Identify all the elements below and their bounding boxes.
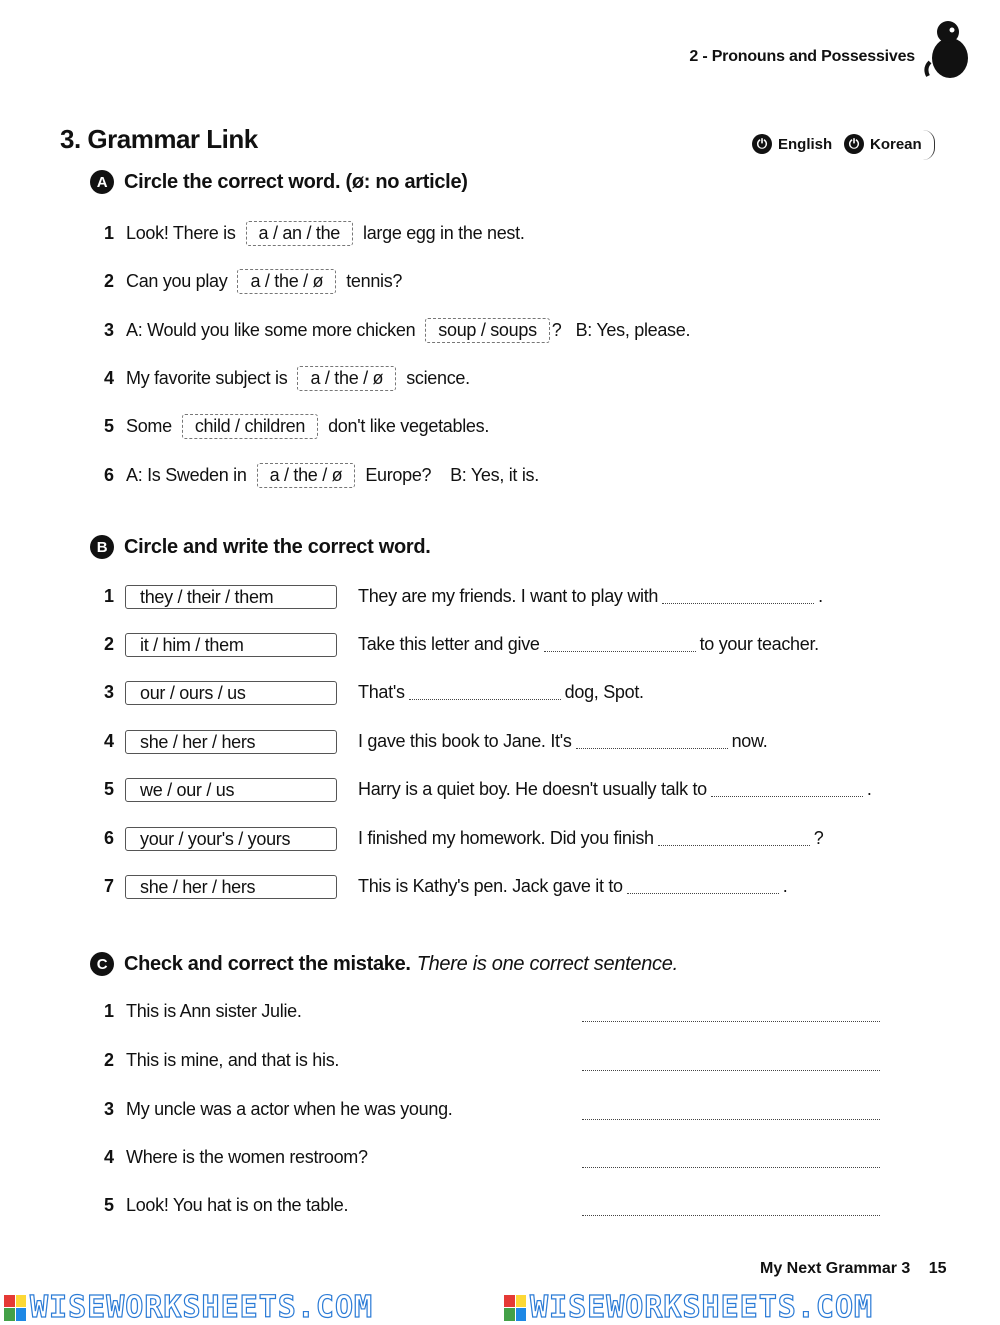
word-choice-box[interactable]: she / her / hers bbox=[125, 875, 337, 899]
word-choice-box[interactable]: our / ours / us bbox=[125, 681, 337, 705]
item-number: 7 bbox=[104, 876, 115, 896]
section-b-heading bbox=[90, 535, 431, 559]
page-number: 15 bbox=[928, 1260, 947, 1277]
sentence-end: dog, Spot. bbox=[564, 682, 644, 702]
watermark-text: WISEWORKSHEETS.COM bbox=[530, 1290, 874, 1325]
word-choice-box[interactable]: she / her / hers bbox=[125, 730, 337, 754]
sentence-end: Europe? B: Yes, it is. bbox=[365, 465, 539, 485]
exercise-a-item bbox=[104, 463, 539, 488]
sentence-start: Take this letter and give bbox=[358, 634, 540, 654]
item-number: 3 bbox=[104, 682, 115, 702]
sentence-start: I finished my homework. Did you finish bbox=[358, 828, 654, 848]
answer-blank[interactable] bbox=[409, 685, 561, 700]
item-number: 5 bbox=[104, 416, 114, 436]
sentence-end: now. bbox=[731, 731, 768, 751]
section-badge: C bbox=[90, 952, 114, 976]
section-c-heading bbox=[90, 952, 678, 976]
sentence-end: science. bbox=[406, 368, 470, 388]
fill-in-sentence bbox=[358, 682, 644, 703]
item-number: 2 bbox=[104, 1050, 114, 1070]
section-c-note: There is one correct sentence. bbox=[416, 952, 678, 975]
item-number: 1 bbox=[104, 223, 114, 243]
sentence-text: My uncle was a actor when he was young. bbox=[126, 1099, 453, 1119]
korean-audio-button[interactable] bbox=[844, 134, 922, 154]
item-number: 4 bbox=[104, 368, 114, 388]
exercise-a-item bbox=[104, 318, 690, 343]
power-icon: ⏻ bbox=[752, 134, 772, 154]
fill-in-sentence bbox=[358, 779, 872, 800]
section-b-instruction: Circle and write the correct word. bbox=[124, 535, 431, 558]
answer-line[interactable] bbox=[582, 1166, 880, 1168]
answer-blank[interactable] bbox=[711, 782, 863, 797]
word-choice-box[interactable]: a / an / the bbox=[246, 221, 353, 246]
exercise-c-item bbox=[104, 1099, 452, 1120]
watermark bbox=[504, 1290, 873, 1325]
sentence-end: ? B: Yes, please. bbox=[551, 320, 691, 340]
item-number: 1 bbox=[104, 1001, 114, 1021]
item-number: 2 bbox=[104, 271, 114, 291]
exercise-c-item bbox=[104, 1050, 339, 1071]
exercise-a-item bbox=[104, 414, 489, 439]
section-a-instruction: Circle the correct word. (ø: no article) bbox=[124, 170, 468, 193]
answer-blank[interactable] bbox=[544, 637, 696, 652]
sentence-start: This is Kathy's pen. Jack gave it to bbox=[358, 876, 623, 896]
answer-blank[interactable] bbox=[576, 734, 728, 749]
sentence-start: My favorite subject is bbox=[126, 368, 288, 388]
fill-in-sentence bbox=[358, 634, 819, 655]
item-number: 6 bbox=[104, 465, 114, 485]
sentence-start: Harry is a quiet boy. He doesn't usually talk to bbox=[358, 779, 707, 799]
watermark-logo-icon bbox=[4, 1295, 26, 1321]
answer-line[interactable] bbox=[582, 1214, 880, 1216]
item-number: 3 bbox=[104, 320, 114, 340]
item-number: 1 bbox=[104, 586, 115, 606]
word-choice-box[interactable]: child / children bbox=[182, 414, 318, 439]
sentence-text: Where is the women restroom? bbox=[126, 1147, 368, 1167]
answer-line[interactable] bbox=[582, 1020, 880, 1022]
chapter-title: 2 - Pronouns and Possessives bbox=[689, 48, 915, 65]
english-audio-button[interactable] bbox=[752, 134, 832, 154]
section-badge: A bbox=[90, 170, 114, 194]
sentence-end: ? bbox=[813, 828, 824, 848]
sentence-start: I gave this book to Jane. It's bbox=[358, 731, 572, 751]
mascot-icon bbox=[924, 18, 972, 80]
sentence-start: Can you play bbox=[126, 271, 228, 291]
fill-in-sentence bbox=[358, 731, 767, 752]
answer-blank[interactable] bbox=[658, 831, 810, 846]
sentence-start: A: Is Sweden in bbox=[126, 465, 247, 485]
word-choice-box[interactable]: it / him / them bbox=[125, 633, 337, 657]
sentence-end: . bbox=[782, 876, 788, 896]
sentence-end: tennis? bbox=[346, 271, 403, 291]
fill-in-sentence bbox=[358, 876, 787, 897]
sentence-end: don't like vegetables. bbox=[328, 416, 490, 436]
item-number: 5 bbox=[104, 779, 115, 799]
word-choice-box[interactable]: a / the / ø bbox=[237, 269, 336, 294]
answer-blank[interactable] bbox=[662, 589, 814, 604]
word-choice-box[interactable]: your / your's / yours bbox=[125, 827, 337, 851]
page-title: 3. Grammar Link bbox=[60, 124, 258, 154]
sentence-start: A: Would you like some more chicken bbox=[126, 320, 416, 340]
language-toggle bbox=[748, 130, 935, 160]
watermark-text: WISEWORKSHEETS.COM bbox=[30, 1290, 374, 1325]
section-a-heading bbox=[90, 170, 468, 194]
item-number: 2 bbox=[104, 634, 115, 654]
item-number: 4 bbox=[104, 1147, 114, 1167]
korean-label: Korean bbox=[870, 135, 922, 153]
exercise-a-item bbox=[104, 269, 402, 294]
item-number: 6 bbox=[104, 828, 115, 848]
sentence-start: That's bbox=[358, 682, 405, 702]
answer-line[interactable] bbox=[582, 1118, 880, 1120]
item-number: 4 bbox=[104, 731, 115, 751]
word-choice-box[interactable]: a / the / ø bbox=[257, 463, 356, 488]
section-c-instruction: Check and correct the mistake. bbox=[124, 952, 411, 975]
english-label: English bbox=[778, 135, 833, 153]
sentence-end: . bbox=[866, 779, 872, 799]
word-choice-box[interactable]: a / the / ø bbox=[297, 366, 396, 391]
exercise-c-item bbox=[104, 1147, 368, 1168]
answer-blank[interactable] bbox=[627, 879, 779, 894]
fill-in-sentence bbox=[358, 828, 823, 849]
sentence-text: This is Ann sister Julie. bbox=[126, 1001, 302, 1021]
power-icon: ⏻ bbox=[844, 134, 864, 154]
sentence-end: . bbox=[818, 586, 823, 606]
exercise-c-item bbox=[104, 1001, 302, 1022]
word-choice-box[interactable]: we / our / us bbox=[125, 778, 337, 802]
watermark-logo-icon bbox=[504, 1295, 526, 1321]
word-choice-box[interactable]: they / their / them bbox=[125, 585, 337, 609]
book-title: My Next Grammar 3 bbox=[760, 1260, 911, 1277]
sentence-end: large egg in the nest. bbox=[363, 223, 525, 243]
sentence-start: Some bbox=[126, 416, 172, 436]
sentence-text: This is mine, and that is his. bbox=[126, 1050, 340, 1070]
item-number: 5 bbox=[104, 1195, 114, 1215]
word-choice-box[interactable]: soup / soups bbox=[425, 318, 549, 343]
exercise-a-item bbox=[104, 366, 470, 391]
sentence-start: They are my friends. I want to play with bbox=[358, 586, 659, 606]
watermark bbox=[4, 1290, 373, 1325]
fill-in-sentence bbox=[358, 586, 823, 607]
exercise-a-item bbox=[104, 221, 525, 246]
item-number: 3 bbox=[104, 1099, 114, 1119]
sentence-text: Look! You hat is on the table. bbox=[126, 1195, 349, 1215]
sentence-end: to your teacher. bbox=[699, 634, 819, 654]
exercise-c-item bbox=[104, 1195, 348, 1216]
section-badge: B bbox=[90, 535, 114, 559]
answer-line[interactable] bbox=[582, 1069, 880, 1071]
sentence-start: Look! There is bbox=[126, 223, 236, 243]
page-footer bbox=[760, 1260, 947, 1278]
